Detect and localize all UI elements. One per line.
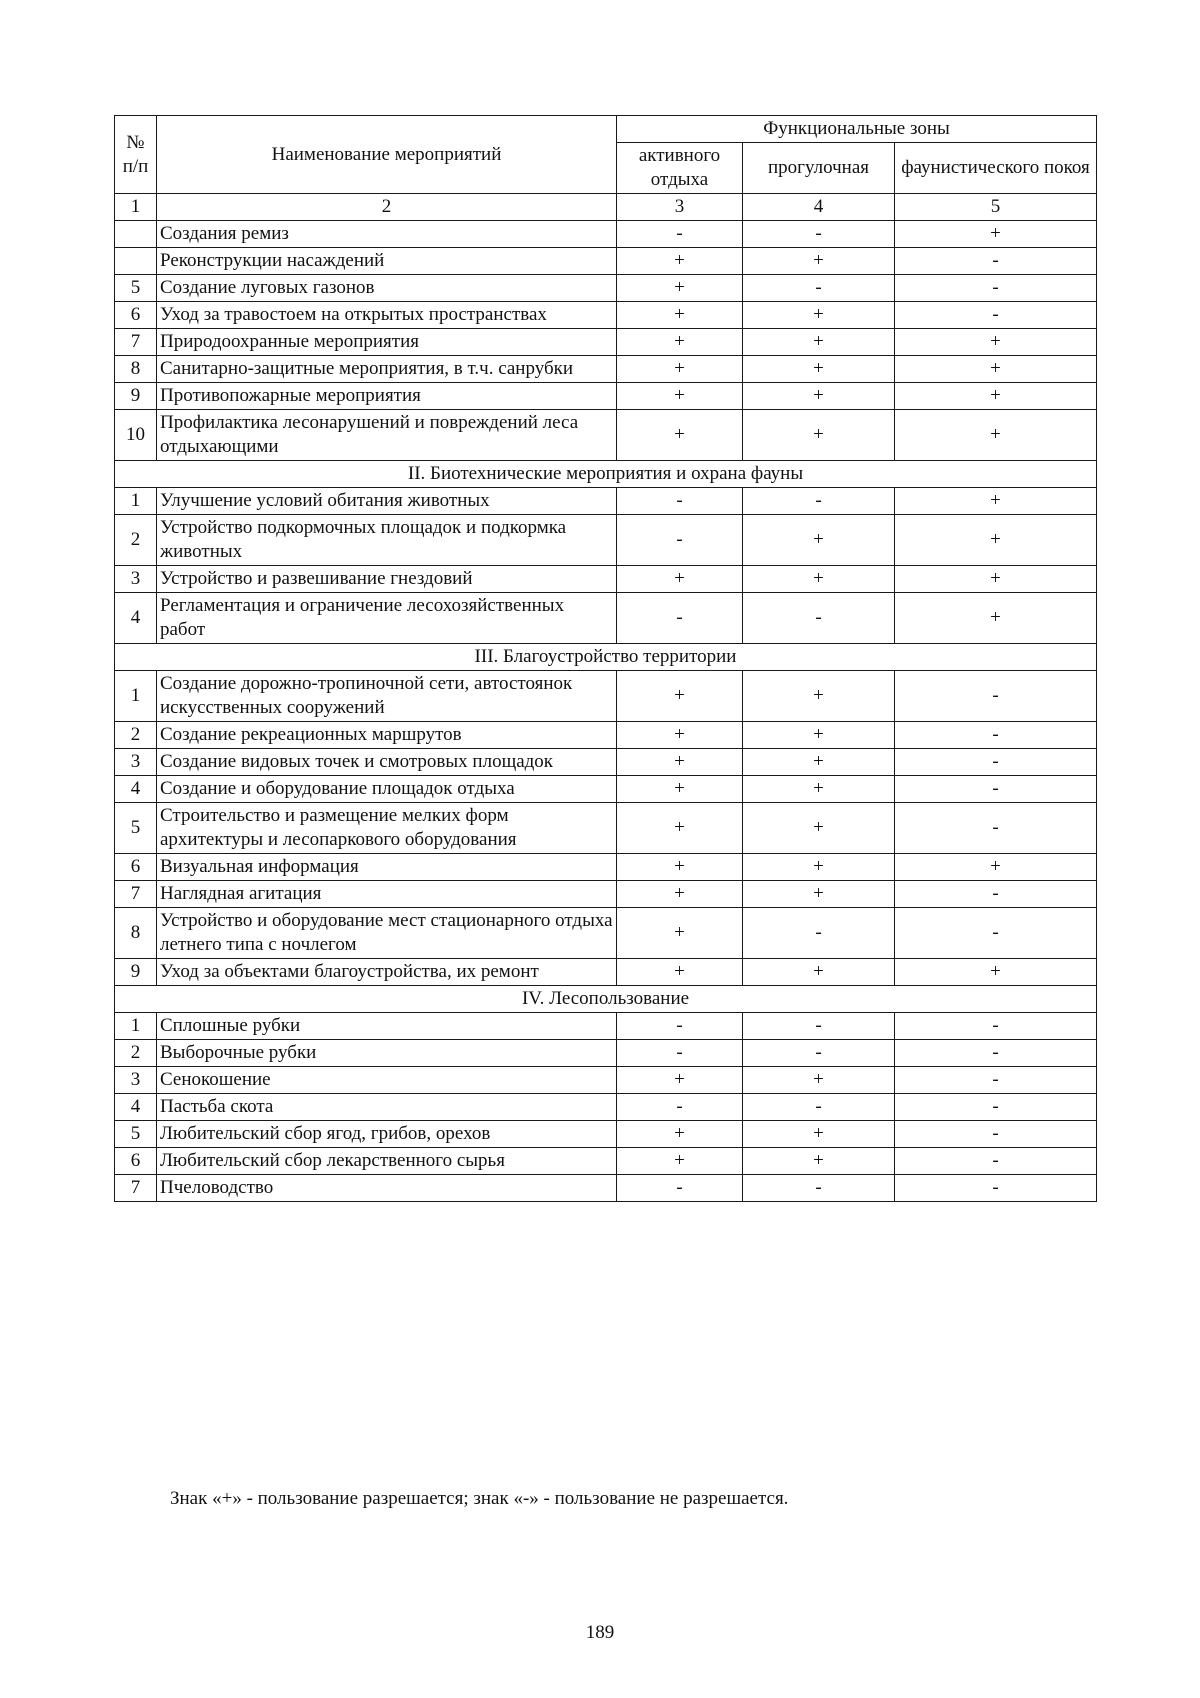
measure-name: Устройство и оборудование мест стационарного отдыха летнего типа с ночлегом	[157, 908, 617, 959]
table-row	[115, 881, 1097, 908]
table-row	[115, 854, 1097, 881]
table-row	[115, 1013, 1097, 1040]
measure-name: Природоохранные мероприятия	[157, 329, 617, 356]
row-number: 1	[115, 671, 157, 722]
mark-walk-zone: -	[743, 1040, 895, 1067]
mark-fauna-zone: -	[895, 776, 1097, 803]
table-row	[115, 221, 1097, 248]
mark-fauna-zone: -	[895, 1148, 1097, 1175]
column-number: 1	[115, 194, 157, 221]
measure-name: Создания ремиз	[157, 221, 617, 248]
row-number: 6	[115, 854, 157, 881]
mark-active-zone: +	[617, 881, 743, 908]
section-title: II. Биотехнические мероприятия и охрана фауны	[115, 461, 1097, 488]
header-row-top	[115, 116, 1097, 143]
row-number: 7	[115, 1175, 157, 1202]
page-number: 189	[585, 1622, 615, 1643]
measure-name: Сенокошение	[157, 1067, 617, 1094]
mark-active-zone: +	[617, 356, 743, 383]
mark-fauna-zone: -	[895, 803, 1097, 854]
mark-walk-zone: +	[743, 881, 895, 908]
mark-fauna-zone: +	[895, 488, 1097, 515]
mark-walk-zone: -	[743, 908, 895, 959]
mark-walk-zone: +	[743, 1067, 895, 1094]
mark-active-zone: +	[617, 410, 743, 461]
measure-name: Пастьба скота	[157, 1094, 617, 1121]
section-row	[115, 986, 1097, 1013]
measure-name: Профилактика лесонарушений и повреждений леса отдыхающими	[157, 410, 617, 461]
mark-fauna-zone: -	[895, 1040, 1097, 1067]
row-number: 7	[115, 881, 157, 908]
table-row	[115, 302, 1097, 329]
table-row	[115, 749, 1097, 776]
mark-fauna-zone: +	[895, 356, 1097, 383]
measure-name: Визуальная информация	[157, 854, 617, 881]
mark-fauna-zone: +	[895, 383, 1097, 410]
mark-fauna-zone: +	[895, 959, 1097, 986]
row-number: 5	[115, 275, 157, 302]
mark-active-zone: -	[617, 221, 743, 248]
measure-name: Устройство и развешивание гнездовий	[157, 566, 617, 593]
row-number: 7	[115, 329, 157, 356]
table-row	[115, 248, 1097, 275]
row-number: 5	[115, 1121, 157, 1148]
mark-walk-zone: +	[743, 329, 895, 356]
mark-walk-zone: +	[743, 854, 895, 881]
mark-fauna-zone: -	[895, 248, 1097, 275]
mark-walk-zone: +	[743, 959, 895, 986]
mark-active-zone: +	[617, 329, 743, 356]
table-body	[115, 221, 1097, 1202]
row-number: 8	[115, 356, 157, 383]
mark-active-zone: +	[617, 275, 743, 302]
measure-name: Пчеловодство	[157, 1175, 617, 1202]
mark-fauna-zone: -	[895, 302, 1097, 329]
mark-walk-zone: -	[743, 1175, 895, 1202]
row-number: 2	[115, 515, 157, 566]
row-number: 2	[115, 1040, 157, 1067]
mark-fauna-zone: -	[895, 1067, 1097, 1094]
mark-walk-zone: +	[743, 383, 895, 410]
mark-active-zone: +	[617, 908, 743, 959]
table-header	[115, 116, 1097, 221]
header-zones: Функциональные зоны	[617, 116, 1097, 143]
measure-name: Создание рекреационных маршрутов	[157, 722, 617, 749]
mark-active-zone: +	[617, 302, 743, 329]
mark-fauna-zone: +	[895, 566, 1097, 593]
mark-fauna-zone: -	[895, 749, 1097, 776]
table-row	[115, 722, 1097, 749]
mark-walk-zone: +	[743, 248, 895, 275]
mark-walk-zone: +	[743, 776, 895, 803]
table-row	[115, 1121, 1097, 1148]
mark-fauna-zone: -	[895, 671, 1097, 722]
mark-active-zone: +	[617, 566, 743, 593]
mark-active-zone: +	[617, 1067, 743, 1094]
mark-fauna-zone: +	[895, 410, 1097, 461]
header-zone-fauna: фаунистического покоя	[895, 143, 1097, 194]
mark-active-zone: +	[617, 959, 743, 986]
header-column-numbers	[115, 194, 1097, 221]
section-row	[115, 461, 1097, 488]
mark-active-zone: +	[617, 803, 743, 854]
table-row	[115, 959, 1097, 986]
measures-table-container	[114, 115, 1096, 1202]
row-number: 3	[115, 566, 157, 593]
mark-fauna-zone: -	[895, 1094, 1097, 1121]
table-row	[115, 803, 1097, 854]
measure-name: Противопожарные мероприятия	[157, 383, 617, 410]
section-row	[115, 644, 1097, 671]
mark-fauna-zone: +	[895, 329, 1097, 356]
mark-fauna-zone: +	[895, 515, 1097, 566]
mark-fauna-zone: -	[895, 881, 1097, 908]
mark-fauna-zone: -	[895, 1013, 1097, 1040]
mark-walk-zone: +	[743, 356, 895, 383]
mark-walk-zone: +	[743, 722, 895, 749]
table-row	[115, 1040, 1097, 1067]
measure-name: Строительство и размещение мелких форм архитектуры и лесопаркового оборудования	[157, 803, 617, 854]
header-name: Наименование мероприятий	[157, 116, 617, 194]
table-row	[115, 1148, 1097, 1175]
measure-name: Регламентация и ограничение лесохозяйственных работ	[157, 593, 617, 644]
row-number: 6	[115, 1148, 157, 1175]
measure-name: Любительский сбор ягод, грибов, орехов	[157, 1121, 617, 1148]
measure-name: Выборочные рубки	[157, 1040, 617, 1067]
measure-name: Уход за объектами благоустройства, их ремонт	[157, 959, 617, 986]
measure-name: Любительский сбор лекарственного сырья	[157, 1148, 617, 1175]
measure-name: Сплошные рубки	[157, 1013, 617, 1040]
mark-walk-zone: +	[743, 1121, 895, 1148]
table-row	[115, 383, 1097, 410]
mark-walk-zone: +	[743, 566, 895, 593]
row-number: 9	[115, 383, 157, 410]
row-number	[115, 221, 157, 248]
table-row	[115, 671, 1097, 722]
mark-walk-zone: -	[743, 488, 895, 515]
section-title: III. Благоустройство территории	[115, 644, 1097, 671]
mark-active-zone: -	[617, 1175, 743, 1202]
mark-fauna-zone: -	[895, 1121, 1097, 1148]
mark-active-zone: +	[617, 749, 743, 776]
column-number: 5	[895, 194, 1097, 221]
row-number	[115, 248, 157, 275]
mark-walk-zone: +	[743, 302, 895, 329]
mark-active-zone: +	[617, 1148, 743, 1175]
measure-name: Создание и оборудование площадок отдыха	[157, 776, 617, 803]
row-number: 10	[115, 410, 157, 461]
mark-fauna-zone: -	[895, 1175, 1097, 1202]
measure-name: Уход за травостоем на открытых пространствах	[157, 302, 617, 329]
row-number: 3	[115, 749, 157, 776]
mark-active-zone: -	[617, 515, 743, 566]
row-number: 1	[115, 1013, 157, 1040]
header-zone-walk: прогулочная	[743, 143, 895, 194]
mark-walk-zone: -	[743, 1094, 895, 1121]
row-number: 9	[115, 959, 157, 986]
mark-active-zone: -	[617, 488, 743, 515]
mark-active-zone: +	[617, 383, 743, 410]
row-number: 3	[115, 1067, 157, 1094]
row-number: 4	[115, 1094, 157, 1121]
mark-active-zone: +	[617, 1121, 743, 1148]
row-number: 4	[115, 776, 157, 803]
mark-walk-zone: +	[743, 1148, 895, 1175]
mark-active-zone: +	[617, 854, 743, 881]
table-row	[115, 356, 1097, 383]
mark-walk-zone: -	[743, 593, 895, 644]
table-row	[115, 1067, 1097, 1094]
table-row	[115, 275, 1097, 302]
section-title: IV. Лесопользование	[115, 986, 1097, 1013]
row-number: 4	[115, 593, 157, 644]
measure-name: Создание дорожно-тропиночной сети, автостоянок искусственных сооружений	[157, 671, 617, 722]
table-row	[115, 593, 1097, 644]
measure-name: Реконструкции насаждений	[157, 248, 617, 275]
measure-name: Создание видовых точек и смотровых площадок	[157, 749, 617, 776]
mark-active-zone: -	[617, 1094, 743, 1121]
legend-note: Знак «+» - пользование разрешается; знак «-» - пользование не разрешается.	[170, 1488, 789, 1509]
column-number: 2	[157, 194, 617, 221]
header-num: № п/п	[115, 116, 157, 194]
row-number: 1	[115, 488, 157, 515]
mark-active-zone: -	[617, 593, 743, 644]
mark-active-zone: +	[617, 671, 743, 722]
mark-active-zone: -	[617, 1013, 743, 1040]
mark-active-zone: +	[617, 722, 743, 749]
column-number: 3	[617, 194, 743, 221]
row-number: 6	[115, 302, 157, 329]
mark-fauna-zone: -	[895, 275, 1097, 302]
mark-fauna-zone: +	[895, 593, 1097, 644]
mark-active-zone: -	[617, 1040, 743, 1067]
mark-active-zone: +	[617, 776, 743, 803]
table-row	[115, 1175, 1097, 1202]
table-row	[115, 566, 1097, 593]
mark-walk-zone: -	[743, 1013, 895, 1040]
mark-walk-zone: -	[743, 275, 895, 302]
row-number: 8	[115, 908, 157, 959]
mark-walk-zone: +	[743, 410, 895, 461]
table-row	[115, 776, 1097, 803]
mark-active-zone: +	[617, 248, 743, 275]
row-number: 5	[115, 803, 157, 854]
table-row	[115, 488, 1097, 515]
mark-walk-zone: +	[743, 803, 895, 854]
header-zone-active: активного отдыха	[617, 143, 743, 194]
table-row	[115, 329, 1097, 356]
mark-walk-zone: +	[743, 749, 895, 776]
mark-fauna-zone: -	[895, 722, 1097, 749]
measure-name: Создание луговых газонов	[157, 275, 617, 302]
mark-walk-zone: +	[743, 671, 895, 722]
table-row	[115, 410, 1097, 461]
mark-walk-zone: +	[743, 515, 895, 566]
measure-name: Санитарно-защитные мероприятия, в т.ч. санрубки	[157, 356, 617, 383]
table-row	[115, 908, 1097, 959]
measure-name: Устройство подкормочных площадок и подкормка животных	[157, 515, 617, 566]
mark-walk-zone: -	[743, 221, 895, 248]
measure-name: Наглядная агитация	[157, 881, 617, 908]
column-number: 4	[743, 194, 895, 221]
table-row	[115, 1094, 1097, 1121]
measures-table	[114, 115, 1097, 1202]
measure-name: Улучшение условий обитания животных	[157, 488, 617, 515]
mark-fauna-zone: +	[895, 854, 1097, 881]
mark-fauna-zone: +	[895, 221, 1097, 248]
mark-fauna-zone: -	[895, 908, 1097, 959]
table-row	[115, 515, 1097, 566]
row-number: 2	[115, 722, 157, 749]
